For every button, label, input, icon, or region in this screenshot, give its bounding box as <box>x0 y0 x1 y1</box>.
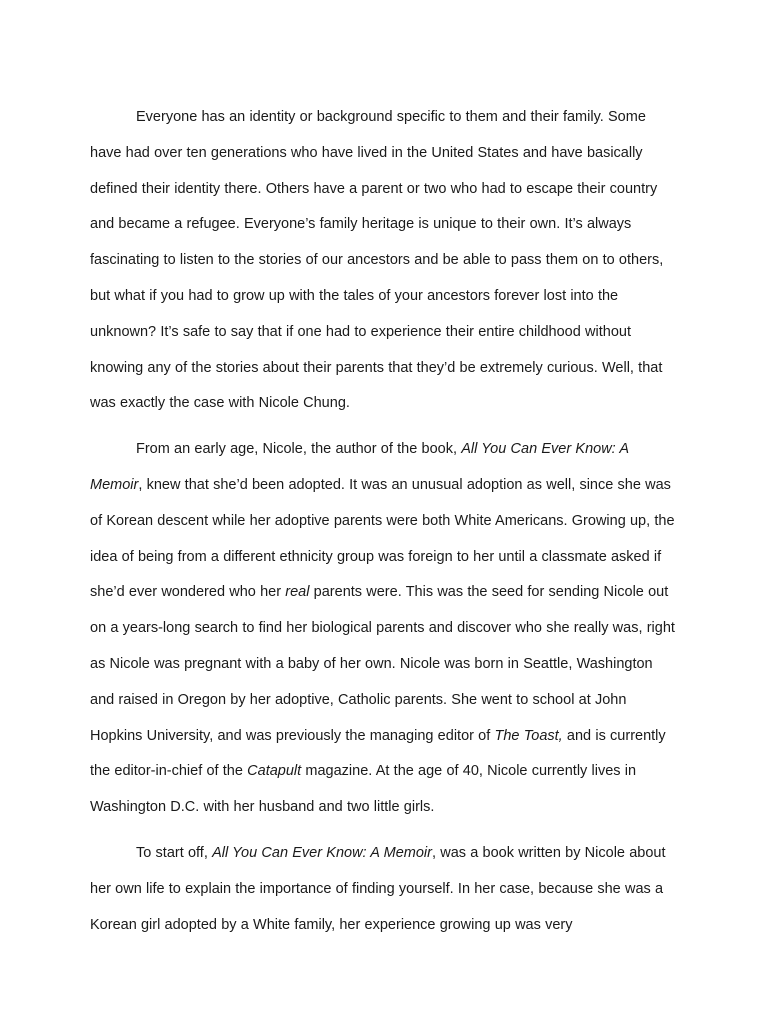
document-body <box>90 100 678 953</box>
book-title: All You Can Ever Know: A Memoir <box>90 441 629 493</box>
paragraph-2-text-4: and is currently the editor-in-chief of the <box>90 727 666 780</box>
publication-the-toast: The Toast, <box>494 727 563 744</box>
paragraph-3 <box>90 836 678 943</box>
paragraph-2-text-3: parents were. This was the seed for sending Nicole out on a years-long search to find her biological parents and discover who she really was, right as Nicole was pregnant with a baby of her own. Nicole was born in Seattle, Washington and raised in Oregon by her adoptive, Catholic parents. She went to school at John Hopkins University, and was previously the managing editor of <box>90 584 675 744</box>
paragraph-1 <box>90 100 678 422</box>
paragraph-2-text-1: From an early age, Nicole, the author of the book, <box>136 441 462 458</box>
paragraph-3-text-2: , was a book written by Nicole about her own life to explain the importance of finding yourself. In her case, because she was a Korean girl adopted by a White family, her experience growing up was very <box>90 844 666 933</box>
paragraph-3-text-1: To start off, <box>136 844 213 861</box>
paragraph-1-text: Everyone has an identity or background specific to them and their family. Some have had over ten generations who have lived in the United States and have basically defined their identity there. Others have a parent or two who had to escape their country and became a refugee. Everyone’s family heritage is unique to their own. It’s always fascinating to listen to the stories of our ancestors and be able to pass them on to others, but what if you had to grow up with the tales of your ancestors forever lost into the unknown? It’s safe to say that if one had to experience their entire childhood without knowing any of the stories about their parents that they’d be extremely curious. Well, that was exactly the case with Nicole Chung. <box>90 109 664 412</box>
book-title-2: All You Can Ever Know: A Memoir <box>212 844 432 861</box>
paragraph-2-text-2: , knew that she’d been adopted. It was an unusual adoption as well, since she was of Korean descent while her adoptive parents were both White Americans. Growing up, the idea of being from a different ethnicity group was foreign to her until a classmate asked if she’d ever wondered who her <box>90 476 675 601</box>
emphasis-real: real <box>285 584 310 601</box>
publication-catapult: Catapult <box>247 763 302 780</box>
paragraph-2 <box>90 432 678 826</box>
paragraph-2-text-5: magazine. At the age of 40, Nicole currently lives in Washington D.C. with her husband and two little girls. <box>90 763 637 816</box>
